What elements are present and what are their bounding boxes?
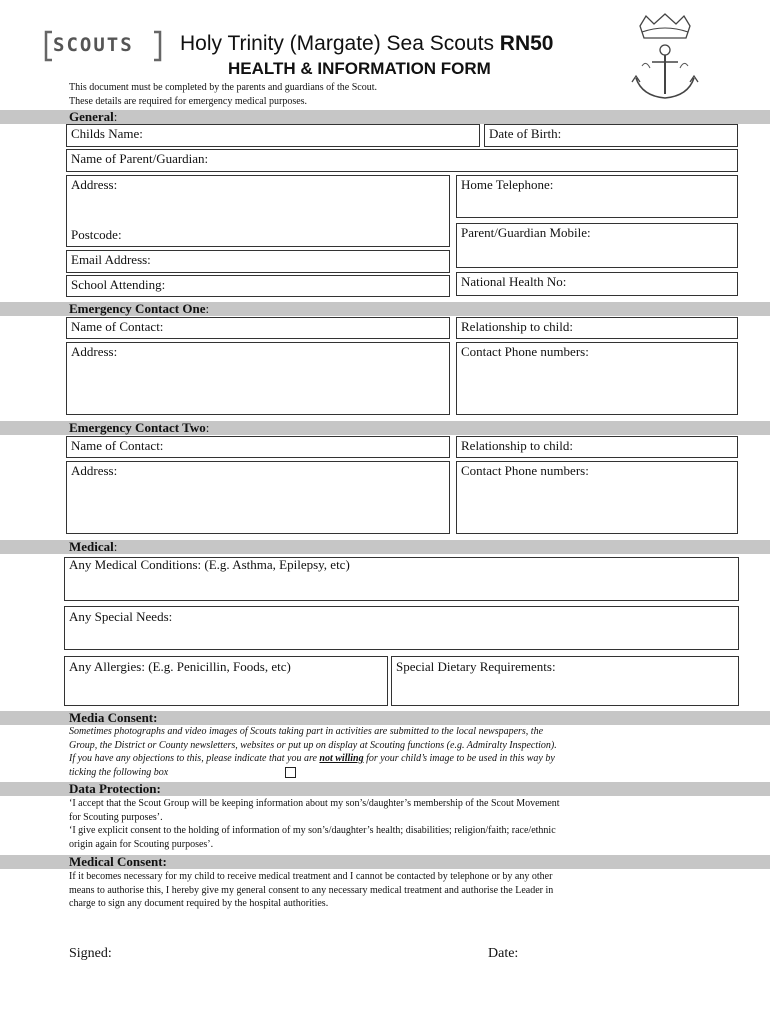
intro-line-2: These details are required for emergency medical purposes. <box>69 96 308 107</box>
media-heading: Media Consent: <box>69 710 158 725</box>
parent-mobile-field[interactable]: Parent/Guardian Mobile: <box>456 223 738 268</box>
data-protection-heading: Data Protection: <box>69 781 161 796</box>
address-field[interactable]: Address: Postcode: <box>66 175 450 247</box>
scouts-logo <box>42 28 164 64</box>
national-health-number-field[interactable]: National Health No: <box>456 272 738 296</box>
parent-name-field[interactable]: Name of Parent/Guardian: <box>66 149 738 172</box>
anchor-crest-icon <box>628 12 702 104</box>
page-title <box>180 32 554 56</box>
special-needs-field[interactable]: Any Special Needs: <box>64 606 739 650</box>
intro-line-1: This document must be completed by the parents and guardians of the Scout. <box>69 82 377 93</box>
date-of-birth-field[interactable]: Date of Birth: <box>484 124 738 147</box>
contact-two-name-field[interactable]: Name of Contact: <box>66 436 450 458</box>
contact-one-name-field[interactable]: Name of Contact: <box>66 317 450 339</box>
home-telephone-field[interactable]: Home Telephone: <box>456 175 738 218</box>
child-name-field[interactable]: Childs Name: <box>66 124 480 147</box>
scouts-logo-text: SCOUTS <box>53 34 134 56</box>
title-main: Holy Trinity (Margate) Sea Scouts <box>180 32 494 55</box>
medical-heading: Medical: <box>69 539 118 554</box>
allergies-field[interactable]: Any Allergies: (E.g. Penicillin, Foods, etc) <box>64 656 388 706</box>
medical-conditions-field[interactable]: Any Medical Conditions: (E.g. Asthma, Epilepsy, etc) <box>64 557 739 601</box>
signed-label: Signed: <box>69 946 112 961</box>
school-field[interactable]: School Attending: <box>66 275 450 297</box>
dietary-requirements-field[interactable]: Special Dietary Requirements: <box>391 656 739 706</box>
contact-two-relationship-field[interactable]: Relationship to child: <box>456 436 738 458</box>
form-subtitle: HEALTH & INFORMATION FORM <box>228 59 491 78</box>
title-code: RN50 <box>499 32 554 55</box>
data-protection-text: ‘I accept that the Scout Group will be keeping information about my son’s/daughter’s membership of the Scout Movement for Scouting purposes’. ‘I give explicit consent to the holding of information of my son’s/daughter’s health; disabilities; religion/faith; race/ethnic origin again for Scouting purposes’. <box>69 798 560 850</box>
contact-one-relationship-field[interactable]: Relationship to child: <box>456 317 738 339</box>
contact-two-address-field[interactable]: Address: <box>66 461 450 534</box>
contact-two-heading: Emergency Contact Two: <box>69 420 210 435</box>
media-text: Sometimes photographs and video images of Scouts taking part in activities are submitted to the local newspapers, the Group, the District or County newsletters, websites or put up on display at Scouting functions (e.g. Admiralty Inspection). If you have any objections to this, please indicate that you are not willing for your child’s image to be used in this way by ticking the following box <box>69 726 557 778</box>
general-heading: General: <box>69 109 118 124</box>
medical-consent-text: If it becomes necessary for my child to receive medical treatment and I cannot be contacted by telephone or by any other means to authorise this, I hereby give my general consent to any necessary medical treatment and authorise the Leader in charge to sign any document required by the hospital authorities. <box>69 871 554 909</box>
email-field[interactable]: Email Address: <box>66 250 450 273</box>
postcode-label: Postcode: <box>71 227 122 242</box>
contact-one-heading: Emergency Contact One: <box>69 301 210 316</box>
contact-two-phones-field[interactable]: Contact Phone numbers: <box>456 461 738 534</box>
date-label: Date: <box>488 946 519 961</box>
medical-consent-heading: Medical Consent: <box>69 854 167 869</box>
media-objection-checkbox[interactable] <box>285 767 296 778</box>
contact-one-phones-field[interactable]: Contact Phone numbers: <box>456 342 738 415</box>
contact-one-address-field[interactable]: Address: <box>66 342 450 415</box>
